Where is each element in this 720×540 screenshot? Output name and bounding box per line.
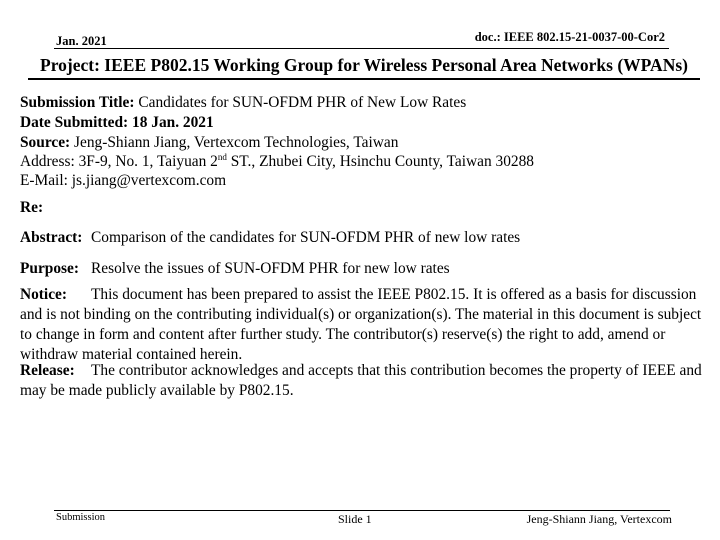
footer-slide-number: Slide 1 <box>338 512 372 526</box>
address-sup: nd <box>217 152 227 162</box>
header-doc-id: doc.: IEEE 802.15-21-0037-00-Cor2 <box>474 30 665 44</box>
abstract-text: Comparison of the candidates for SUN-OFDM PHR of new low rates <box>91 229 521 246</box>
notice-label: Notice: <box>20 286 67 303</box>
date-submitted-value: 18 Jan. 2021 <box>132 114 214 131</box>
header-divider <box>54 48 669 49</box>
footer-divider <box>54 510 670 511</box>
date-submitted-line <box>20 113 214 133</box>
purpose-line <box>20 259 450 279</box>
project-title-underline <box>28 78 700 80</box>
date-submitted-label: Date Submitted: <box>20 114 129 131</box>
submission-title-label: Submission Title: <box>20 94 135 111</box>
address-post: ST., Zhubei City, Hsinchu County, Taiwan 30288 <box>226 153 535 170</box>
release-label: Release: <box>20 362 75 379</box>
release-text: The contributor acknowledges and accepts that this contribution becomes the property of IEEE and may be made publicly available by P802.15. <box>20 362 702 399</box>
submission-title-value: Candidates for SUN-OFDM PHR of New Low Rates <box>138 94 467 111</box>
email-line: E-Mail: js.jiang@vertexcom.com <box>20 172 227 189</box>
purpose-text: Resolve the issues of SUN-OFDM PHR for new low rates <box>91 260 450 277</box>
submission-title-line <box>20 93 466 113</box>
re-label: Re: <box>20 199 44 216</box>
address-line <box>20 152 534 172</box>
source-label: Source: <box>20 134 71 151</box>
notice-text: This document has been prepared to assist the IEEE P802.15. It is offered as a basis for discussion and is not binding on the contributing individual(s) or organization(s). The material in this document is subject to change in form and content after further study. The contributor(s) reserve(s) the right to add, amend or withdraw material contained herein. <box>20 286 702 363</box>
footer-submission: Submission <box>56 512 106 523</box>
source-line <box>20 133 398 153</box>
notice-paragraph <box>20 285 712 365</box>
source-value: Jeng-Shiann Jiang, Vertexcom Technologies, Taiwan <box>74 134 399 151</box>
header-date: Jan. 2021 <box>56 34 107 48</box>
abstract-line <box>20 228 520 248</box>
footer-author: Jeng-Shiann Jiang, Vertexcom <box>526 512 672 526</box>
project-title: Project: IEEE P802.15 Working Group for Wireless Personal Area Networks (WPANs) <box>40 55 688 75</box>
abstract-label: Abstract: <box>20 229 83 246</box>
release-paragraph <box>20 361 712 401</box>
purpose-label: Purpose: <box>20 260 79 277</box>
address-pre: Address: 3F-9, No. 1, Taiyuan 2 <box>20 153 218 170</box>
